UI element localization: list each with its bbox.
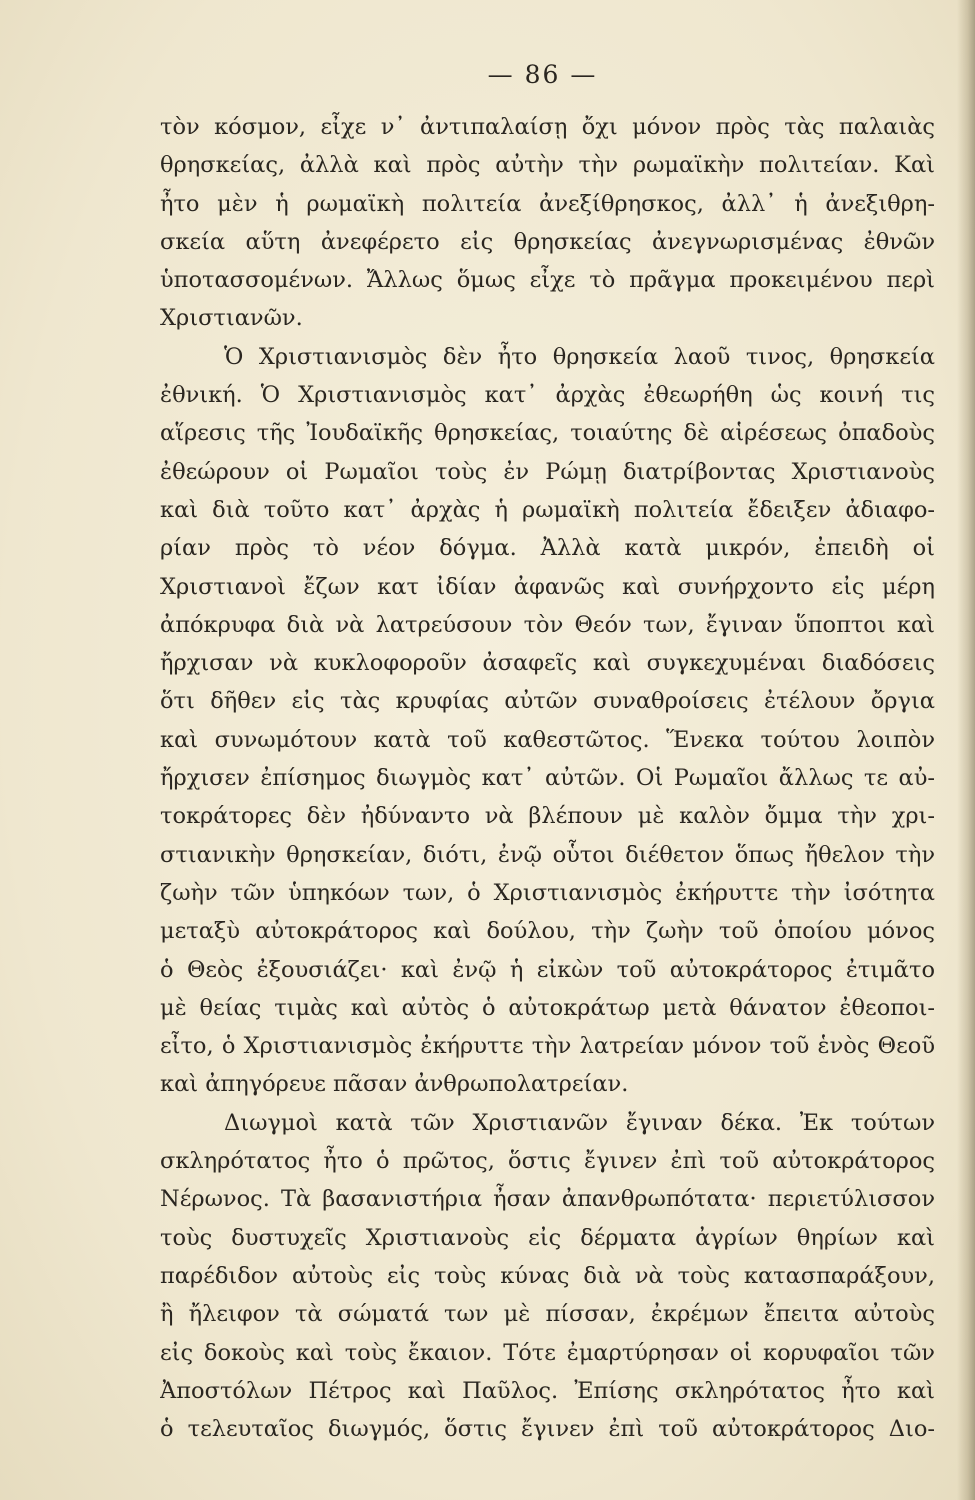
- page-edge-shadow: [957, 0, 975, 1500]
- text-line: ἦτο μὲν ἡ ρωμαϊκὴ πολιτεία ἀνεξίθρησκος, ἀλλ᾽ ἡ ἀνεξιθρη-: [160, 190, 935, 217]
- text-line: μὲ θείας τιμὰς καὶ αὐτὸς ὁ αὐτοκράτωρ μετὰ θάνατον ἐθεοποι-: [160, 994, 935, 1021]
- text-line: Χριστιανῶν.: [160, 305, 303, 332]
- text-line: Ὁ Χριστιανισμὸς δὲν ἦτο θρησκεία λαοῦ τινος, θρησκεία: [224, 343, 935, 370]
- text-line: εἰς δοκοὺς καὶ τοὺς ἔκαιον. Τότε ἐμαρτύρησαν οἱ κορυφαῖοι τῶν: [160, 1339, 935, 1366]
- text-line: ἢ ἤλειφον τὰ σώματά των μὲ πίσσαν, ἐκρέμων ἔπειτα αὐτοὺς: [160, 1301, 935, 1328]
- text-line: θρησκείας, ἀλλὰ καὶ πρὸς αὐτὴν τὴν ρωμαϊκὴν πολιτείαν. Καὶ: [160, 152, 935, 179]
- text-line: ζωὴν τῶν ὑπηκόων των, ὁ Χριστιανισμὸς ἐκήρυττε τὴν ἰσότητα: [160, 879, 935, 906]
- text-line: εἶτο, ὁ Χριστιανισμὸς ἐκήρυττε τὴν λατρείαν μόνον τοῦ ἑνὸς Θεοῦ: [160, 1033, 935, 1060]
- text-line: ὅτι δῆθεν εἰς τὰς κρυφίας αὐτῶν συναθροίσεις ἐτέλουν ὄργια: [160, 688, 935, 715]
- text-line: ρίαν πρὸς τὸ νέον δόγμα. Ἀλλὰ κατὰ μικρόν, ἐπειδὴ οἱ: [160, 535, 935, 562]
- body-text: [160, 108, 935, 1448]
- text-line: ἀπόκρυφα διὰ νὰ λατρεύσουν τὸν Θεόν των, ἔγιναν ὕποπτοι καὶ: [160, 611, 935, 638]
- text-line: στιανικὴν θρησκείαν, διότι, ἐνῷ οὗτοι διέθετον ὅπως ἤθελον τὴν: [160, 841, 935, 868]
- text-line: αἵρεσις τῆς Ἰουδαϊκῆς θρησκείας, τοιαύτης δὲ αἱρέσεως ὀπαδοὺς: [160, 420, 935, 447]
- text-line: ὁ Θεὸς ἐξουσιάζει· καὶ ἐνῷ ἡ εἰκὼν τοῦ αὐτοκράτορος ἐτιμᾶτο: [160, 956, 935, 983]
- text-line: τοὺς δυστυχεῖς Χριστιανοὺς εἰς δέρματα ἀγρίων θηρίων καὶ: [160, 1224, 935, 1251]
- text-line: τοκράτορες δὲν ἠδύναντο νὰ βλέπουν μὲ καλὸν ὄμμα τὴν χρι-: [160, 803, 935, 830]
- text-line: τὸν κόσμον, εἶχε ν᾽ ἀντιπαλαίσῃ ὄχι μόνον πρὸς τὰς παλαιὰς: [160, 114, 935, 140]
- text-line: μεταξὺ αὐτοκράτορος καὶ δούλου, τὴν ζωὴν τοῦ ὁποίου μόνος: [160, 918, 935, 945]
- text-line: σκεία αὕτη ἀνεφέρετο εἰς θρησκείας ἀνεγνωρισμένας ἐθνῶν: [160, 228, 935, 255]
- text-line: ἤρχισαν νὰ κυκλοφοροῦν ἀσαφεῖς καὶ συγκεχυμέναι διαδόσεις: [160, 650, 935, 677]
- text-line: ὑποτασσομένων. Ἄλλως ὅμως εἶχε τὸ πρᾶγμα προκειμένου περὶ: [160, 267, 935, 294]
- text-line: Νέρωνος. Τὰ βασανιστήρια ἦσαν ἀπανθρωπότατα· περιετύλισσον: [160, 1186, 935, 1213]
- page-number: — 86 —: [487, 60, 598, 89]
- text-line: ἐθνική. Ὁ Χριστιανισμὸς κατ᾽ ἀρχὰς ἐθεωρήθη ὡς κοινή τις: [160, 382, 935, 409]
- text-line: καὶ ἀπηγόρευε πᾶσαν ἀνθρωπολατρείαν.: [160, 1071, 629, 1098]
- text-line: ἐθεώρουν οἱ Ρωμαῖοι τοὺς ἐν Ρώμῃ διατρίβοντας Χριστιανοὺς: [160, 458, 935, 485]
- text-line: Ἀποστόλων Πέτρος καὶ Παῦλος. Ἐπίσης σκληρότατος ἦτο καὶ: [160, 1377, 935, 1404]
- text-line: Διωγμοὶ κατὰ τῶν Χριστιανῶν ἔγιναν δέκα. Ἐκ τούτων: [224, 1109, 935, 1136]
- text-line: ἤρχισεν ἐπίσημος διωγμὸς κατ᾽ αὐτῶν. Οἱ Ρωμαῖοι ἄλλως τε αὐ-: [160, 765, 935, 792]
- text-line: καὶ συνωμότουν κατὰ τοῦ καθεστῶτος. Ἕνεκα τούτου λοιπὸν: [160, 726, 935, 753]
- text-line: σκληρότατος ἦτο ὁ πρῶτος, ὅστις ἔγινεν ἐπὶ τοῦ αὐτοκράτορος: [160, 1148, 935, 1175]
- text-line: παρέδιδον αὐτοὺς εἰς τοὺς κύνας διὰ νὰ τοὺς κατασπαράξουν,: [160, 1262, 935, 1289]
- text-line: καὶ διὰ τοῦτο κατ᾽ ἀρχὰς ἡ ρωμαϊκὴ πολιτεία ἔδειξεν ἀδιαφο-: [160, 496, 935, 523]
- text-line: ὁ τελευταῖος διωγμός, ὅστις ἔγινεν ἐπὶ τοῦ αὐτοκράτορος Διο-: [160, 1416, 935, 1443]
- text-line: Χριστιανοὶ ἔζων κατ ἰδίαν ἀφανῶς καὶ συνήρχοντο εἰς μέρη: [160, 573, 935, 600]
